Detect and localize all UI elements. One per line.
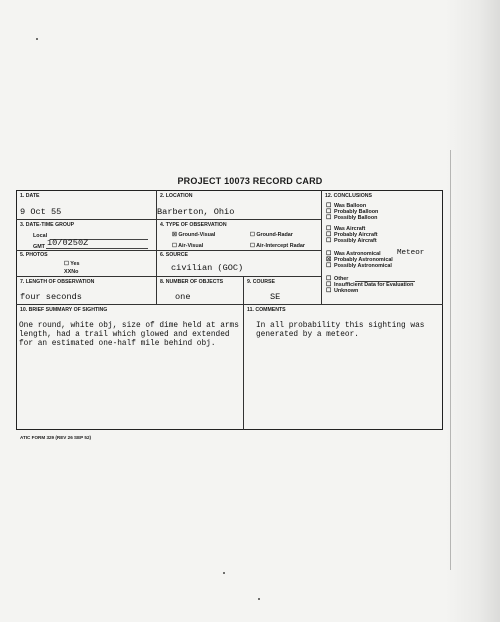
gmt-underline (46, 248, 148, 249)
divider (243, 276, 244, 430)
option-text: Air-Visual (178, 243, 204, 249)
checkbox-icon: ☐ (326, 288, 332, 294)
air-visual-option (172, 243, 203, 249)
gmt-value: 10/0250Z (47, 238, 89, 248)
handwritten-note: Meteor (397, 249, 425, 257)
scan-speck (223, 572, 225, 574)
other-underline (355, 281, 415, 282)
local-label: Local (33, 233, 48, 239)
source-value: civilian (GOC) (171, 263, 244, 273)
divider (16, 276, 321, 277)
summary-line: length, had a trail which glowed and extended (19, 331, 230, 340)
checkbox-icon: ☐ (250, 232, 255, 238)
course-label: 9. COURSE (247, 279, 275, 285)
checkbox-icon: ☐ (172, 243, 177, 249)
conclusion-item (326, 288, 358, 294)
option-text: Air-Intercept Radar (256, 243, 305, 249)
comment-line: generated by a meteor. (256, 331, 359, 340)
checkbox-icon: ☐ (326, 276, 332, 282)
checked-box-icon: ☒ (326, 257, 332, 263)
scan-edge-line (450, 150, 451, 570)
form-number: ATIC FORM 329 (REV 26 SEP 52) (20, 435, 92, 440)
photos-yes: ☐ Yes (64, 261, 80, 267)
conclusion-text: Was Balloon (334, 203, 367, 209)
ground-visual-option (172, 232, 215, 238)
conclusion-text: Was Aircraft (334, 226, 366, 232)
checkbox-icon: ☐ (326, 251, 332, 257)
divider (321, 190, 322, 304)
checkbox-icon: ☐ (326, 282, 332, 288)
brief-summary-label: 10. BRIEF SUMMARY OF SIGHTING (20, 307, 108, 313)
conclusions-label: 12. CONCLUSIONS (325, 193, 372, 199)
checkbox-icon: ☐ (326, 263, 332, 269)
comments-text (256, 322, 424, 340)
checkbox-icon: ☐ (326, 203, 332, 209)
checkbox-icon: ☐ (326, 232, 332, 238)
option-text: Ground-Radar (256, 232, 293, 238)
photos-no: XXNo (64, 269, 79, 275)
conclusion-item (326, 238, 377, 244)
air-intercept-radar-option (250, 243, 305, 249)
date-label: 1. DATE (20, 193, 40, 199)
conclusion-text: Unknown (334, 288, 359, 294)
scan-speck (258, 598, 260, 600)
conclusion-text: Was Astronomical (334, 251, 381, 257)
conclusion-item (326, 215, 377, 221)
location-value: Barberton, Ohio (157, 207, 235, 217)
date-time-group-label: 3. DATE-TIME GROUP (20, 222, 75, 228)
length-of-observation-value: four seconds (20, 292, 82, 302)
comments-label: 11. COMMENTS (247, 307, 286, 313)
conclusion-text: Possibly Balloon (334, 215, 378, 221)
location-label: 2. LOCATION (160, 193, 193, 199)
course-value: SE (270, 292, 281, 302)
divider (16, 219, 321, 220)
divider (16, 250, 321, 251)
length-of-observation-label: 7. LENGTH OF OBSERVATION (20, 279, 95, 285)
source-label: 6. SOURCE (160, 252, 188, 258)
checkbox-icon: ☐ (326, 209, 332, 215)
checkbox-icon: ☐ (326, 226, 332, 232)
conclusion-text: Probably Astronomical (334, 257, 393, 263)
checkbox-icon: ☐ (326, 238, 332, 244)
summary-line: for an estimated one-half mile behind obj. (19, 340, 216, 349)
gmt-label: GMT (33, 244, 45, 250)
date-value: 9 Oct 55 (20, 207, 62, 217)
conclusion-text: Probably Aircraft (334, 232, 378, 238)
conclusion-text: Probably Balloon (334, 209, 379, 215)
checked-box-icon: ☒ (172, 232, 177, 238)
option-text: Ground-Visual (178, 232, 216, 238)
conclusion-text: Insufficient Data for Evaluation (334, 282, 414, 288)
page-title: PROJECT 10073 RECORD CARD (177, 176, 323, 186)
summary-line: One round, white obj, size of dime held at arms (19, 322, 239, 330)
conclusion-text: Possibly Aircraft (334, 238, 377, 244)
brief-summary-text (19, 322, 239, 350)
type-of-observation-label: 4. TYPE OF OBSERVATION (160, 222, 227, 228)
scan-speck (36, 38, 38, 40)
conclusion-text: Possibly Astronomical (334, 263, 392, 269)
checkbox-icon: ☐ (326, 215, 332, 221)
number-of-objects-value: one (175, 292, 191, 302)
number-of-objects-label: 8. NUMBER OF OBJECTS (160, 279, 224, 285)
checkbox-icon: ☐ (250, 243, 255, 249)
photos-label: 5. PHOTOS (20, 252, 48, 258)
ground-radar-option (250, 232, 293, 238)
comment-line: In all probability this sighting was (256, 322, 425, 330)
divider (16, 304, 443, 305)
conclusion-text: Other (334, 276, 349, 282)
scan-shadow (445, 0, 500, 622)
conclusion-item (326, 263, 392, 269)
